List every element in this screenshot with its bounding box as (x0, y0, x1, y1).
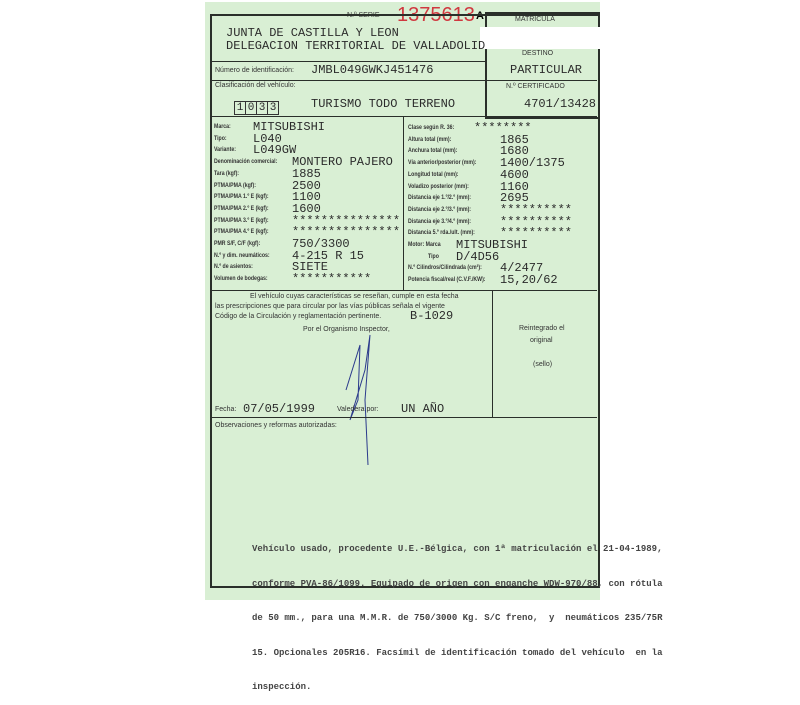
identificacion-label: Número de identificación: (215, 67, 294, 74)
field-label: Distancia eje 2.º/3.º (mm): (408, 205, 472, 213)
inspection-code: B-1029 (410, 309, 454, 323)
header-line2: DELEGACION TERRITORIAL DE VALLADOLID (226, 39, 486, 53)
field-label: PMR S/F, C/F (kgf): (214, 240, 261, 247)
field-value: L040 (253, 131, 282, 146)
field-label: Vía anterior/posterior (mm): (408, 159, 477, 167)
inspection-line1: El vehículo cuyas características se reseñan, cumple en esta fecha (250, 293, 459, 300)
matricula-redacted (480, 27, 602, 49)
serie-number: 1375613 (397, 4, 475, 26)
inspector-signature (340, 330, 390, 470)
field-value: 750/3300 (292, 237, 350, 251)
field-label: Longitud total (mm): (408, 170, 459, 178)
matricula-label: MATRICULA (515, 16, 555, 23)
field-label: Voladizo posterior (mm): (408, 182, 469, 190)
certificado-value: 4701/13428 (524, 97, 597, 111)
field-value: *************** (292, 213, 401, 228)
field-value: 1400/1375 (500, 156, 565, 171)
field-label: Marca: (214, 123, 231, 130)
field-label: Tara (kgf): (214, 169, 240, 177)
field-value: ********** (500, 214, 573, 229)
serie-label: N.º SERIE (347, 12, 380, 19)
validez-label: Valedera por: (337, 406, 379, 413)
field-value: 1600 (292, 201, 321, 216)
field-value: MITSUBISHI (456, 238, 529, 252)
field-label: Clase según R. 36: (408, 124, 455, 131)
header-line1: JUNTA DE CASTILLA Y LEON (226, 26, 399, 40)
field-value: 1680 (500, 144, 529, 159)
field-label: PTMA/PMA (kgf): (214, 181, 256, 189)
field-value: 1885 (292, 166, 321, 181)
field-label: Volumen de bodegas: (214, 275, 268, 283)
field-label: Distancia eje 3.º/4.º (mm): (408, 217, 472, 225)
sello-label: (sello) (533, 361, 553, 368)
certificado-label: N.º CERTIFICADO (506, 83, 565, 90)
field-value: 1100 (292, 190, 321, 205)
original-label: original (530, 337, 553, 344)
inspector-label: Por el Organismo Inspector, (303, 326, 390, 333)
field-label: PTMA/PMA 4.º E (kgf): (214, 228, 269, 236)
identificacion-value: JMBL049GWKJ451476 (311, 63, 434, 77)
observaciones-text: Vehículo usado, procedente U.E.-Bélgica, con 1ª matriculación el 21-04-1989, conforme PVA-86/1099. Equipado de origen con enganche WDW-970/88, con rótula de 50 mm., para una M.M.R. de 750/3000 Kg. S/C freno, y neumáticos 235/75R 15. Opcionales 205R16. Facsímil de identificación tomado del vehículo en la inspección. (252, 544, 663, 692)
field-value: 4/2477 (500, 261, 544, 276)
destino-label: DESTINO (522, 50, 554, 57)
field-label: PTMA/PMA 1.º E (kgf): (214, 193, 269, 201)
field-label: Motor: Marca (408, 241, 441, 248)
field-label: N.º de asientos: (214, 263, 253, 271)
field-label: Altura total (mm): (408, 135, 452, 143)
inspection-line3: Código de la Circulación y reglamentación pertinente. (215, 313, 382, 320)
field-label: Denominación comercial: (214, 158, 278, 166)
field-value: ********** (500, 226, 573, 241)
field-value: *********** (292, 272, 372, 287)
clasificacion-code: 1 0 3 3 (234, 97, 278, 115)
field-value: 4-215 R 15 (292, 248, 365, 263)
clasificacion-label: Clasificación del vehículo: (215, 82, 296, 89)
validez-value: UN AÑO (401, 402, 445, 416)
fecha-label: Fecha: (215, 406, 237, 413)
field-value: 4600 (500, 167, 529, 182)
field-value: 1160 (500, 179, 529, 194)
field-value: 15,20/62 (500, 273, 558, 288)
field-value: 2695 (500, 191, 529, 206)
field-value: MONTERO PAJERO (292, 155, 393, 170)
field-label: Anchura total (mm): (408, 147, 458, 155)
observaciones-label: Observaciones y reformas autorizadas: (215, 422, 337, 429)
field-value: L049GW (253, 143, 297, 158)
destino-value: PARTICULAR (510, 63, 583, 77)
field-label: N.º Cilindros/Cilindrada (cm³): (408, 264, 482, 272)
fecha-value: 07/05/1999 (243, 402, 316, 416)
field-label: PTMA/PMA 2.º E (kgf): (214, 204, 269, 212)
field-label: Variante: (214, 146, 236, 154)
field-label: Distancia eje 1.º/2.º (mm): (408, 194, 472, 202)
field-value: ******** (474, 121, 532, 135)
field-label: PTMA/PMA 3.º E (kgf): (214, 216, 269, 224)
field-label: N.º y dim. neumáticos: (214, 251, 270, 259)
field-value: *************** (292, 225, 401, 240)
inspection-line2: las prescripciones que para circular por las vías públicas señala el vigente (215, 303, 445, 310)
field-label: Tipo (428, 252, 439, 260)
reintegrado-label: Reintegrado el (519, 325, 565, 332)
field-value: 2500 (292, 178, 321, 193)
field-label: Distancia 5.º rda./ult. (mm): (408, 229, 475, 237)
clasificacion-value: TURISMO TODO TERRENO (311, 97, 456, 111)
field-label: Potencia fiscal/real (C.V.F./KW): (408, 276, 486, 284)
field-value: D/4D56 (456, 249, 500, 264)
field-value: 1865 (500, 132, 529, 147)
field-value: MITSUBISHI (253, 120, 326, 134)
serie-suffix: A (476, 10, 484, 22)
field-label: Tipo: (214, 134, 227, 142)
field-value: SIETE (292, 260, 329, 275)
field-value: ********** (500, 202, 573, 217)
